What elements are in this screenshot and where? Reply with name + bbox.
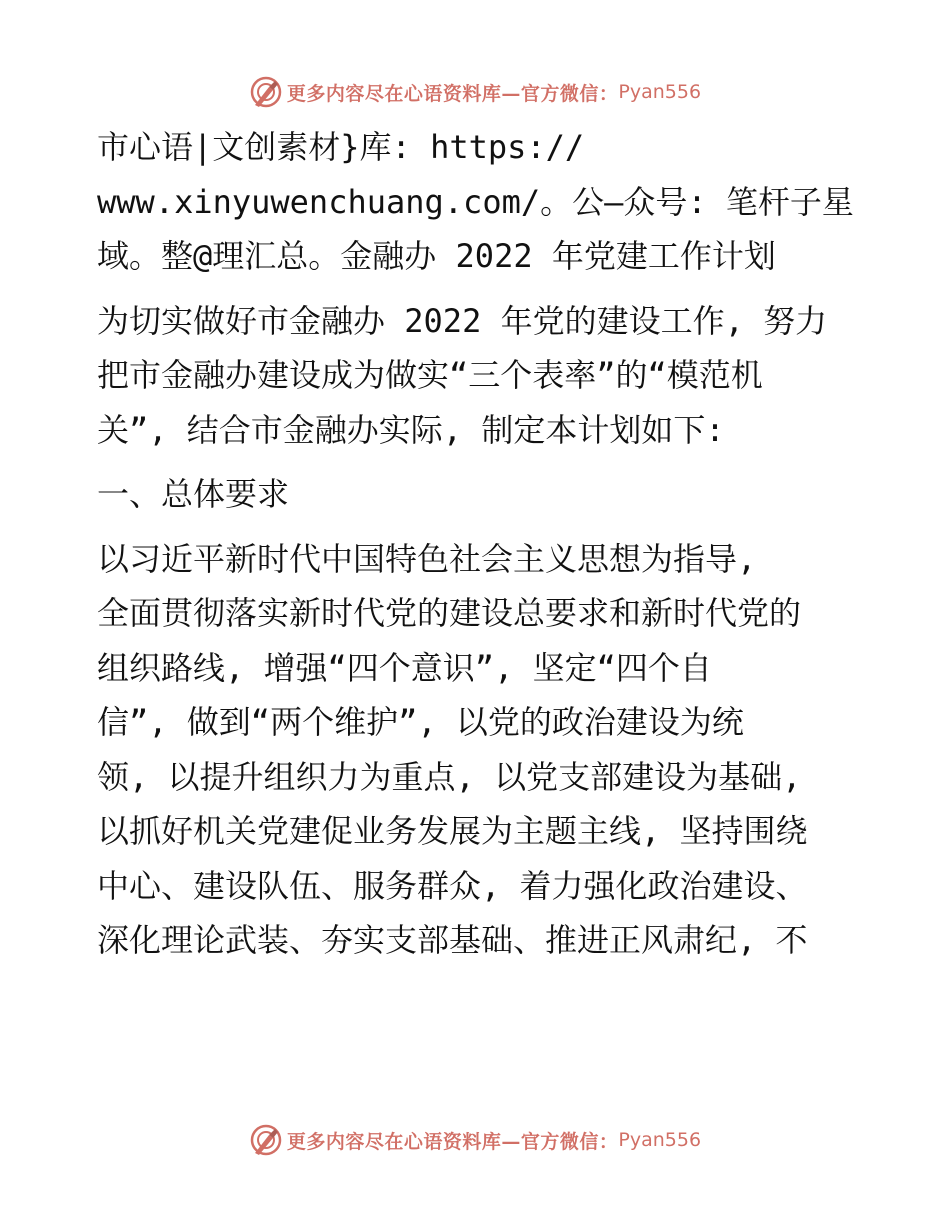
- text-line: 领, 以提升组织力为重点, 以党支部建设为基础,: [97, 757, 802, 796]
- paragraph: [97, 532, 857, 968]
- section-heading: [97, 467, 857, 522]
- heading-text: 一、总体要求: [97, 475, 290, 513]
- watermark-text: 更多内容尽在心语资料库—官方微信：: [286, 1130, 619, 1153]
- text-line: 中心、建设队伍、服务群众, 着力强化政治建设、: [97, 866, 808, 905]
- watermark-wechat-id: Pyan556: [618, 81, 702, 103]
- document-body: [97, 120, 857, 968]
- text-line: 为切实做好市金融办 2022 年党的建设工作, 努力: [97, 301, 828, 340]
- text-line: 把市金融办建设成为做实“三个表率”的“模范机: [97, 356, 763, 394]
- text-line: 深化理论武装、夯实支部基础、推进正风肃纪, 不: [97, 921, 808, 959]
- pen-logo-icon: [249, 75, 283, 109]
- text-line: 信”, 做到“两个维护”, 以党的政治建设为统: [97, 703, 744, 741]
- watermark-text: 更多内容尽在心语资料库—官方微信：: [286, 82, 619, 105]
- text-line: www.xinyuwenchuang.com/。公—众号: 笔杆子星: [97, 182, 854, 221]
- text-line: 以抓好机关党建促业务发展为主题主线, 坚持围绕: [97, 812, 808, 850]
- paragraph: [97, 294, 857, 458]
- text-line: 以习近平新时代中国特色社会主义思想为指导,: [97, 539, 757, 578]
- header-watermark: [0, 72, 950, 112]
- paragraph: [97, 120, 857, 284]
- watermark-wechat-id: Pyan556: [618, 1129, 702, 1151]
- pen-logo-icon: [249, 1123, 283, 1157]
- text-line: 关”, 结合市金融办实际, 制定本计划如下:: [97, 410, 725, 449]
- text-line: 域。整@理汇总。金融办 2022 年党建工作计划: [97, 237, 776, 275]
- footer-watermark: [0, 1120, 950, 1160]
- text-line: 市心语|文创素材}库: https://: [97, 128, 585, 166]
- text-line: 组织路线, 增强“四个意识”, 坚定“四个自: [97, 648, 712, 687]
- text-line: 全面贯彻落实新时代党的建设总要求和新时代党的: [97, 594, 802, 632]
